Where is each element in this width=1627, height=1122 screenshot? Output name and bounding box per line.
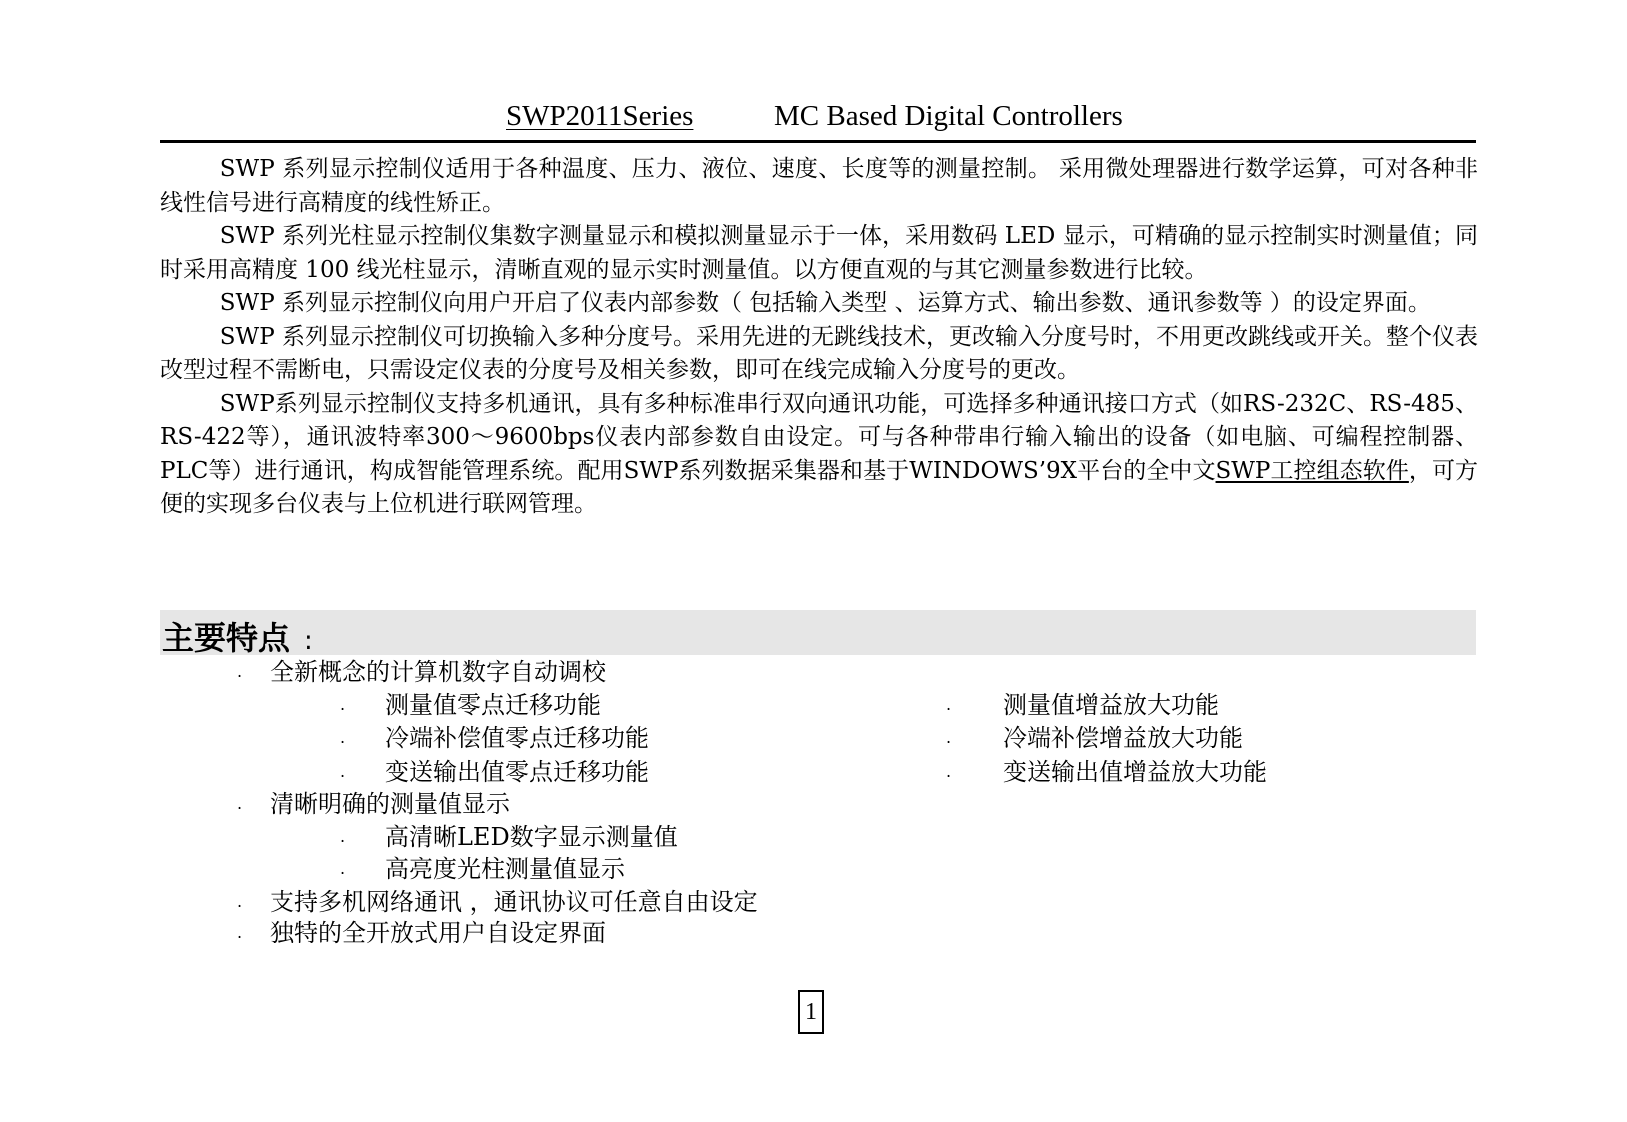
feature-1-sub-right-1: 测量值增益放大功能	[1003, 691, 1219, 719]
intro-paragraph-5	[160, 388, 1478, 522]
bullet-dot: .	[237, 662, 243, 681]
bullet-dot: .	[237, 794, 243, 813]
feature-1-sub-right-2: 冷端补偿增益放大功能	[1003, 724, 1243, 752]
page-number: 1	[798, 990, 824, 1034]
header-subtitle: MC Based Digital Controllers	[774, 100, 1123, 132]
intro-paragraph-4: SWP 系列显示控制仪可切换输入多种分度号。采用先进的无跳线技术，更改输入分度号时，不用更改跳线或开关。整个仪表改型过程不需断电，只需设定仪表的分度号及相关参数，即可在线完成输入分度号的更改。	[160, 323, 1478, 383]
features-heading-bar	[160, 610, 1476, 655]
feature-3: 支持多机网络通讯 ，通讯协议可任意自由设定	[270, 888, 758, 916]
bullet-dot: .	[946, 762, 952, 781]
features-heading-text: 主要特点	[162, 619, 291, 657]
intro-paragraph-5-tail: ，可方便的实现多台仪表与上位机进行联网管理。	[160, 457, 1479, 517]
header-series: SWP2011Series	[506, 100, 694, 132]
feature-1: 全新概念的计算机数字自动调校	[270, 658, 606, 686]
feature-1-sub-3: 变送输出值零点迁移功能	[385, 758, 649, 786]
intro-paragraph-1: SWP 系列显示控制仪适用于各种温度、压力、液位、速度、长度等的测量控制。 采用微处理器进行数学运算，可对各种非线性信号进行高精度的线性矫正。	[160, 156, 1478, 216]
feature-2-sub-1: 高清晰LED数字显示测量值	[385, 823, 678, 851]
feature-1-sub-1: 测量值零点迁移功能	[385, 691, 601, 719]
feature-4: 独特的全开放式用户自设定界面	[270, 919, 606, 947]
bullet-dot: .	[340, 827, 346, 846]
feature-1-sub-2: 冷端补偿值零点迁移功能	[385, 724, 649, 752]
page-header	[160, 96, 1476, 143]
bullet-dot: .	[946, 695, 952, 714]
bullet-dot: .	[946, 728, 952, 747]
intro-paragraph-5-text: SWP系列显示控制仪支持多机通讯，具有多种标准串行双向通讯功能，可选择多种通讯接口方式（如RS-232C、RS-485、RS-422等），通讯波特率300～9600bps仪表内部参数自由设定。可与各种带串行输入输出的设备（如电脑、可编程控制器、PLC等）进行通讯，构成智能管理系统。配用SWP系列数据采集器和基于WINDOWS’9X平台的全中文	[160, 390, 1478, 484]
software-link[interactable]: SWP工控组态软件	[1215, 457, 1409, 484]
bullet-dot: .	[340, 762, 346, 781]
intro-paragraph-2: SWP 系列光柱显示控制仪集数字测量显示和模拟测量显示于一体，采用数码 LED 显示，可精确的显示控制实时测量值；同时采用高精度 100 线光柱显示，清晰直观的显示实时测量值。以方便直观的与其它测量参数进行比较。	[160, 223, 1478, 283]
bullet-dot: .	[340, 695, 346, 714]
bullet-dot: .	[340, 859, 346, 878]
feature-1-sub-right-3: 变送输出值增益放大功能	[1003, 758, 1267, 786]
bullet-dot: .	[237, 923, 243, 942]
intro-text	[160, 153, 1478, 522]
feature-2: 清晰明确的测量值显示	[270, 790, 510, 818]
features-heading-colon: :	[304, 626, 313, 656]
features-heading	[162, 613, 313, 659]
intro-paragraph-3: SWP 系列显示控制仪向用户开启了仪表内部参数（ 包括输入类型 、运算方式、输出参数、通讯参数等 ）的设定界面。	[219, 290, 1431, 316]
bullet-dot: .	[237, 892, 243, 911]
feature-2-sub-2: 高亮度光柱测量值显示	[385, 855, 625, 883]
bullet-dot: .	[340, 728, 346, 747]
